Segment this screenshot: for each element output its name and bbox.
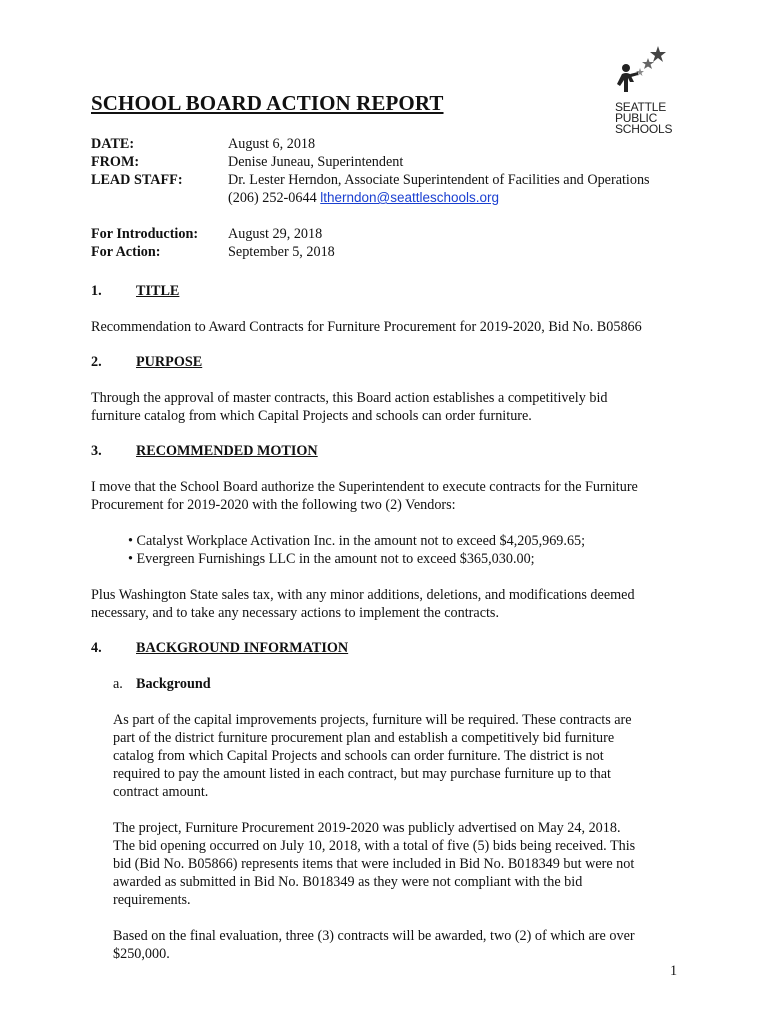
section-2-line-2: furniture catalog from which Capital Projects and schools can order furniture.: [91, 408, 532, 424]
contact-line: [228, 189, 499, 207]
section-3-title: RECOMMENDED MOTION: [136, 443, 318, 459]
background-p1-line-1: As part of the capital improvements projects, furniture will be required. These contracts are: [113, 712, 632, 728]
section-1-text: Recommendation to Award Contracts for Furniture Procurement for 2019-2020, Bid No. B05866: [91, 319, 642, 335]
section-2-number: 2.: [91, 354, 102, 370]
date-value: August 6, 2018: [228, 136, 316, 152]
introduction-label: For Introduction:: [91, 226, 199, 242]
section-1-number: 1.: [91, 283, 102, 299]
subsection-title: Background: [136, 676, 211, 692]
background-p1-line-2: part of the district furniture procurement plan and establish a competitively bid furniture: [113, 730, 615, 746]
background-p2-line-2: The bid opening occurred on July 10, 2018, with a total of five (5) bids being received. This: [113, 838, 636, 854]
page-number: 1: [670, 963, 678, 979]
phone-number: (206) 252-0644: [228, 190, 317, 206]
section-4-number: 4.: [91, 640, 102, 656]
background-p1-line-4: required to pay the amount listed in each contract, but may purchase furniture up to that: [113, 766, 611, 782]
action-label: For Action:: [91, 244, 161, 260]
background-p2-line-3: bid (Bid No. B05866) represents items that were included in Bid No. B018349 but were not: [113, 856, 635, 872]
background-p2-line-4: awarded as submitted in Bid No. B018349 as they were not compliant with the bid: [113, 874, 583, 890]
background-p2-line-1: The project, Furniture Procurement 2019-2020 was publicly advertised on May 24, 2018.: [113, 820, 621, 836]
section-3-after-2: necessary, and to take any necessary actions to implement the contracts.: [91, 605, 500, 621]
logo-figure-icon: [600, 44, 680, 104]
section-2-line-1: Through the approval of master contracts, this Board action establishes a competitively bid: [91, 390, 608, 406]
introduction-date: August 29, 2018: [228, 226, 323, 242]
logo-line-1: SEATTLE: [615, 100, 667, 114]
date-label: DATE:: [91, 136, 135, 152]
seattle-public-schools-logo: [600, 44, 680, 144]
page-title: SCHOOL BOARD ACTION REPORT: [91, 91, 444, 115]
background-p1-line-3: catalog from which Capital Projects and schools can order furniture. The district is not: [113, 748, 604, 764]
section-3-line-1: I move that the School Board authorize the Superintendent to execute contracts for the Furniture: [91, 479, 638, 495]
vendor-bullet-1: • Catalyst Workplace Activation Inc. in the amount not to exceed $4,205,969.65;: [128, 533, 586, 549]
background-p3-line-1: Based on the final evaluation, three (3) contracts will be awarded, two (2) of which are over: [113, 928, 635, 944]
lead-staff-value: Dr. Lester Herndon, Associate Superintendent of Facilities and Operations: [228, 172, 650, 188]
lead-staff-label: LEAD STAFF:: [91, 172, 183, 188]
section-4-title: BACKGROUND INFORMATION: [136, 640, 349, 656]
background-p2-line-5: requirements.: [113, 892, 191, 908]
email-link[interactable]: ltherndon@seattleschools.org: [320, 190, 500, 205]
section-1-title: TITLE: [136, 283, 180, 299]
section-3-after-1: Plus Washington State sales tax, with any minor additions, deletions, and modifications deemed: [91, 587, 635, 603]
section-2-title: PURPOSE: [136, 354, 203, 370]
from-value: Denise Juneau, Superintendent: [228, 154, 404, 170]
background-p1-line-5: contract amount.: [113, 784, 209, 800]
logo-line-2: PUBLIC: [615, 111, 658, 125]
section-3-line-2: Procurement for 2019-2020 with the following two (2) Vendors:: [91, 497, 456, 513]
action-date: September 5, 2018: [228, 244, 335, 260]
logo-line-3: SCHOOLS: [615, 122, 673, 136]
subsection-letter: a.: [113, 676, 123, 692]
section-3-number: 3.: [91, 443, 102, 459]
from-label: FROM:: [91, 154, 140, 170]
vendor-bullet-2: • Evergreen Furnishings LLC in the amount not to exceed $365,030.00;: [128, 551, 535, 567]
background-p3-line-2: $250,000.: [113, 946, 170, 962]
